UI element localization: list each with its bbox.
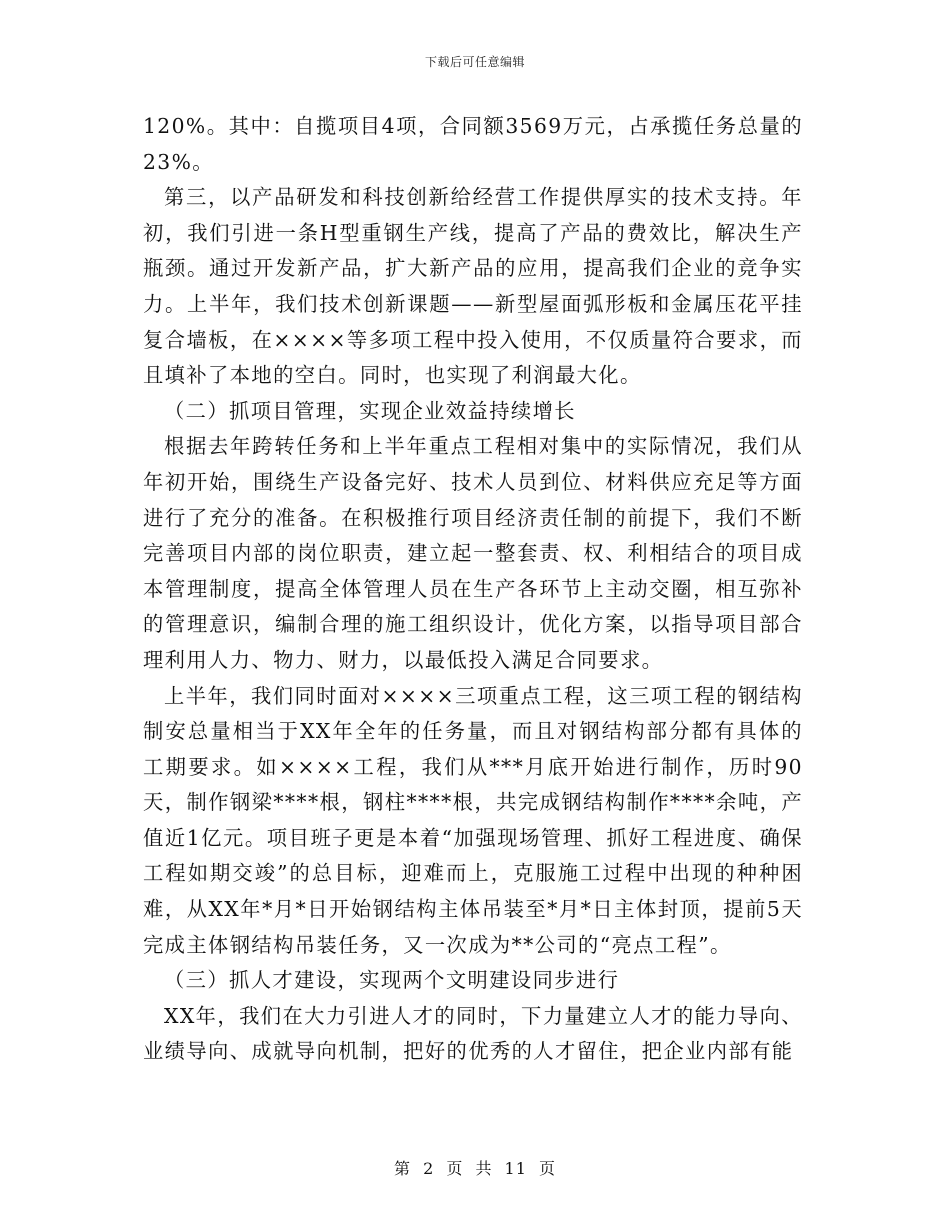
section-heading-talent-building: （三）抓人才建设，实现两个文明建设同步进行 [164, 968, 620, 993]
paragraph-project-preparation: 根据去年跨转任务和上半年重点工程相对集中的实际情况，我们从年初开始，围绕生产设备完好、技术人员到位、材料供应充足等方面进行了充分的准备。在积极推行项目经济责任制的前提下，我们不断完善项目内部的岗位职责，建立起一整套责、权、利相结合的项目成本管理制度，提高全体管理人员在生产各环节上主动交圈，相互弥补的管理意识，编制合理的施工组织设计，优化方案，以指导项目部合理利用人力、物力、财力，以最低投入满足合同要求。 [143, 434, 803, 672]
paragraph-talent: XX年，我们在大力引进人才的同时，下力量建立人才的能力导向、业绩导向、成就导向机制，把好的优秀的人才留住，把企业内部有能 [143, 1003, 803, 1064]
paragraph-third-point: 第三，以产品研发和科技创新给经营工作提供厚实的技术支持。年初，我们引进一条H型重钢生产线，提高了产品的费效比，解决生产瓶颈。通过开发新产品，扩大新产品的应用，提高我们企业的竞争实力。上半年，我们技术创新课题——新型屋面弧形板和金属压花平挂复合墙板，在××××等多项工程中投入使用，不仅质量符合要求，而且填补了本地的空白。同时，也实现了利润最大化。 [143, 185, 803, 388]
section-heading-project-management: （二）抓项目管理，实现企业效益持续增长 [164, 398, 576, 423]
document-body [143, 109, 803, 1070]
paragraph-continuation: 120%。其中：自揽项目4项，合同额3569万元，占承揽任务总量的23%。 [143, 114, 803, 174]
page-number-footer: 第 2 页 共 11 页 [394, 1159, 556, 1178]
page-header: 下载后可任意编辑 [424, 55, 525, 69]
paragraph-key-projects: 上半年，我们同时面对××××三项重点工程，这三项工程的钢结构制安总量相当于XX年全年的任务量，而且对钢结构部分都有具体的工期要求。如××××工程，我们从***月底开始进行制作，历时90天，制作钢梁****根，钢柱****根，共完成钢结构制作****余吨，产值近1亿元。项目班子更是本着“加强现场管理、抓好工程进度、确保工程如期交竣”的总目标，迎难而上，克服施工过程中出现的种种困难，从XX年*月*日开始钢结构主体吊装至*月*日主体封顶，提前5天完成主体钢结构吊装任务，又一次成为**公司的“亮点工程”。 [143, 683, 803, 957]
